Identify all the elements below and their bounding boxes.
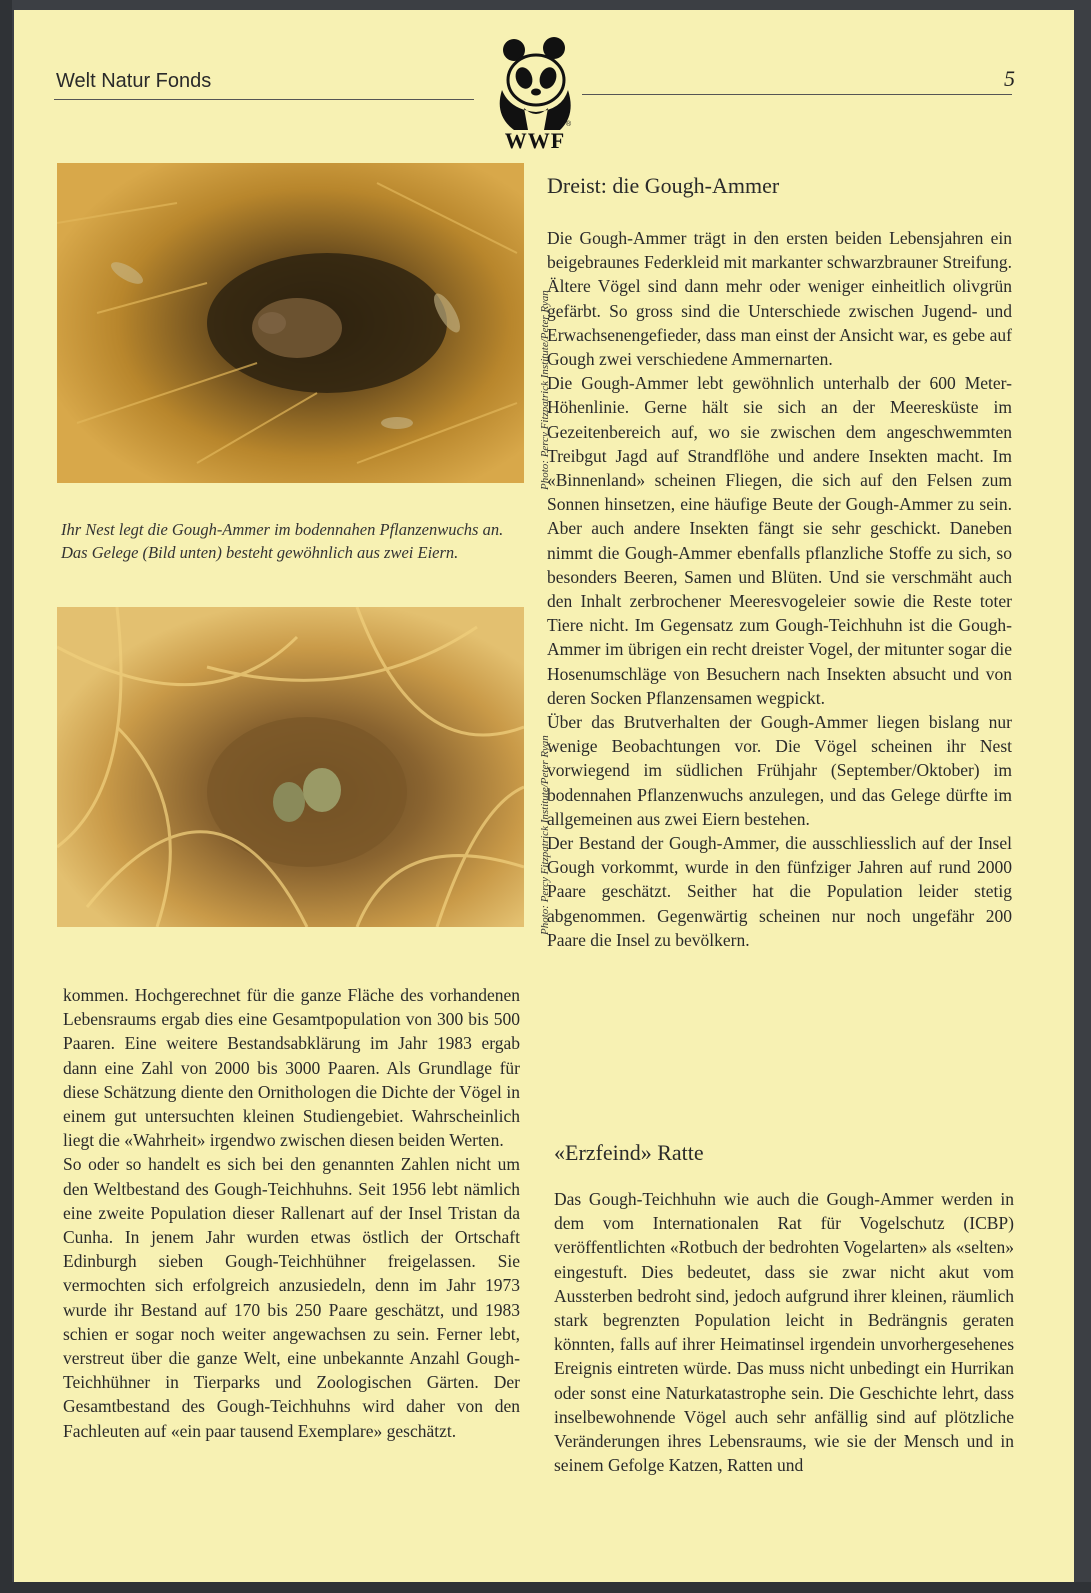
publisher-name: Welt Natur Fonds bbox=[56, 70, 212, 92]
nest-photo-image bbox=[57, 163, 524, 483]
paragraph: Über das Brutverhalten der Gough-Ammer liegen bislang nur wenige Beobachtungen vor. Die Vögel scheinen ihr Nest vorwiegend im südlichen Frühjahr (September/Oktober) im bodennahen Pflanzenwuchs anzulegen, und das Gelege dürfte im allgemeinen aus zwei Eiern bestehen. bbox=[547, 712, 1012, 829]
paragraph: Die Gough-Ammer trägt in den ersten beiden Lebensjahren ein beigebraunes Federkleid mit markanter schwarzbrauner Streifung. Ältere Vögel sind dann mehr oder weniger einheitlich olivgrün gefärbt. So gross sind die Unterschiede zwischen Jugend- und Erwachsenengefieder, dass man einst der Ansicht war, es gebe auf Gough zwei verschiedene Ammernarten. bbox=[547, 228, 1012, 370]
header-rule-right bbox=[582, 94, 1012, 95]
page-number: 5 bbox=[1004, 66, 1015, 91]
paragraph: So oder so handelt es sich bei den genannten Zahlen nicht um den Weltbestand des Gough-Teichhuhns. Seit 1956 lebt nämlich eine zweite Population dieser Rallenart auf der Insel Tristan da Cunha. In jenem Jahr wurden etwas östlich der Ortschaft Edinburgh sieben Gough-Teichhühner freigelassen. Sie vermochten sich erfolgreich anzusiedeln, denn im Jahr 1973 wurde ihr Bestand auf 170 bis 250 Paare geschätzt, und 1983 schien er sogar noch weiter angewachsen zu sein. Ferner lebt, verstreut über die ganze Welt, eine unbekannte Anzahl Gough-Teichhühner in Tierparks und Zoologischen Gärten. Der Gesamtbestand des Gough-Teichhuhns wird daher von den Fachleuten auf «ein paar tausend Exemplare» geschätzt. bbox=[63, 1154, 520, 1441]
paragraph: Das Gough-Teichhuhn wie auch die Gough-Ammer werden in dem vom Internationalen Rat für Vogelschutz (ICBP) veröffentlichten «Rotbuch der bedrohten Vogelarten» als «selten» eingestuft. Dies bedeutet, dass sie zwar nicht akut vom Aussterben bedroht sind, jedoch aufgrund ihrer kleinen, räumlich stark begrenzten Population leicht in Bedrängnis geraten könnten, falls auf ihrer Heimatinsel irgendein unvorhergesehenes Ereignis eintreten würde. Das muss nicht unbedingt ein Hurrikan oder sonst eine Naturkatastrophe sein. Die Geschichte lehrt, dass inselbewohnende Vögel auch sehr anfällig sind auf plötzliche Veränderungen ihres Lebensraums, wie sie der Mensch und in seinem Gefolge Katzen, Ratten und bbox=[554, 1189, 1014, 1476]
nest-photo bbox=[57, 163, 524, 483]
photo-credit-2: Photo: Percy Fitzpatrick Institute/Peter Ryan bbox=[539, 735, 551, 935]
svg-text:®: ® bbox=[566, 121, 572, 128]
left-column-text bbox=[63, 983, 520, 1443]
photo-caption: Ihr Nest legt die Gough-Ammer im bodennahen Pflanzenwuchs an. Das Gelege (Bild unten) besteht gewöhnlich aus zwei Eiern. bbox=[61, 520, 504, 562]
scanner-border bbox=[0, 0, 12, 1593]
document-page bbox=[14, 10, 1074, 1582]
paragraph: kommen. Hochgerechnet für die ganze Fläche des vorhandenen Lebensraums ergab dies eine Gesamtpopulation von 300 bis 500 Paaren. Eine weitere Bestandsabklärung im Jahr 1983 ergab dann eine Zahl von 2000 bis 3000 Paaren. Als Grundlage für diese Schätzung diente den Ornithologen die Dichte der Vögel in einem gut untersuchten kleinen Studiengebiet. Wahrscheinlich liegt die «Wahrheit» irgendwo zwischen diesen beiden Werten. bbox=[63, 985, 520, 1151]
section-body-gough-ammer bbox=[547, 226, 1012, 952]
section-heading-gough-ammer: Dreist: die Gough-Ammer bbox=[547, 173, 780, 198]
scanner-bottom-band bbox=[0, 1582, 1091, 1593]
paragraph: Der Bestand der Gough-Ammer, die ausschliesslich auf der Insel Gough vorkommt, wurde in den fünfziger Jahren auf rund 2000 Paare geschätzt. Seither hat die Population leider stetig abgenommen. Gegenwärtig scheinen nur noch ungefähr 200 Paare die Insel zu bevölkern. bbox=[547, 833, 1012, 950]
section-heading-ratte: «Erzfeind» Ratte bbox=[554, 1140, 704, 1165]
header-rule-left bbox=[54, 99, 474, 100]
wwf-logo-text: WWF bbox=[504, 128, 566, 153]
section-body-ratte bbox=[554, 1187, 1014, 1477]
eggs-photo bbox=[57, 607, 524, 927]
photo-credit-1: Photo: Percy Fitzpatrick Institute/Peter Ryan bbox=[539, 290, 551, 490]
paragraph: Die Gough-Ammer lebt gewöhnlich unterhalb der 600 Meter-Höhenlinie. Gerne hält sie sich an der Meeresküste im Gezeitenbereich auf, wo sie zwischen dem angeschwemmten Treibgut Jagd auf Strandflöhe und andere Insekten macht. Im «Binnenland» scheinen Fliegen, die sich auf den Felsen zum Sonnen hinsetzen, eine häufige Beute der Gough-Ammer zu sein. Aber auch andere Insekten fängt sie sehr geschickt. Daneben nimmt die Gough-Ammer ebenfalls pflanzliche Stoffe zu sich, so besonders Beeren, Samen und Blüten. Und sie verschmäht auch den Inhalt zerbrochener Meeresvogeleier sowie die Reste toter Tiere nicht. Im Gegensatz zum Gough-Teichhuhn ist die Gough-Ammer im übrigen ein recht dreister Vogel, der mitunter sogar die Hosenumschläge von Besuchern nach Insekten absucht und von deren Socken Pflanzensamen wegpickt. bbox=[547, 373, 1012, 708]
eggs-photo-image bbox=[57, 607, 524, 927]
